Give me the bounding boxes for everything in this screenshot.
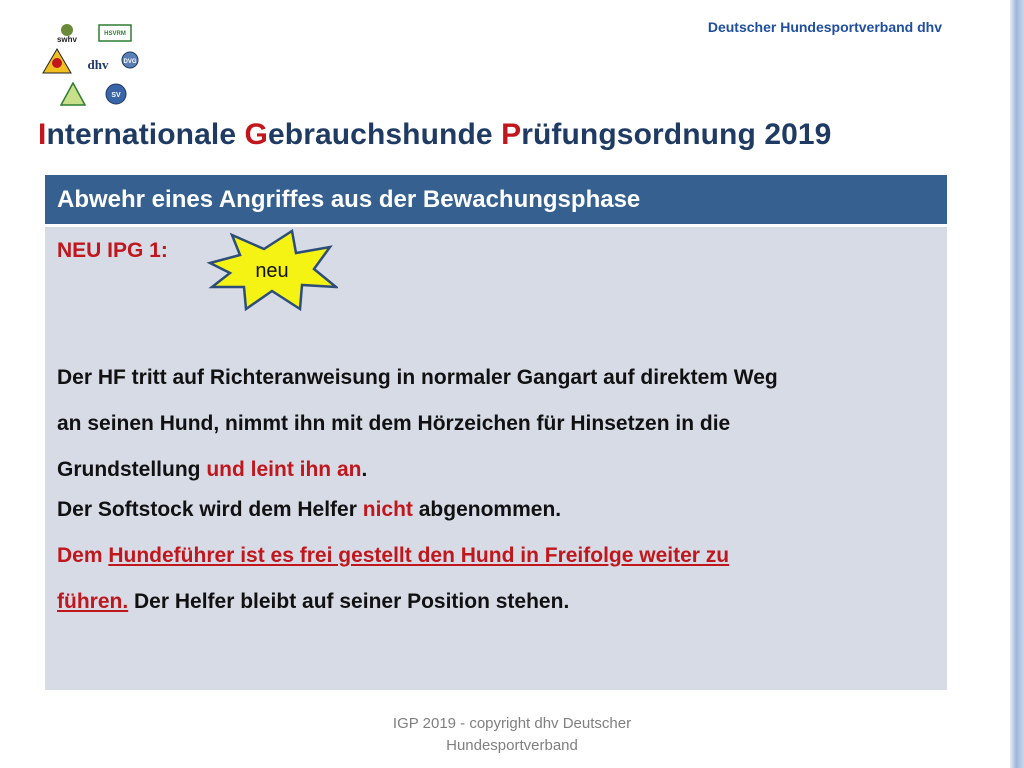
- triangle-logo: [60, 82, 86, 111]
- body-line: [57, 533, 935, 579]
- title-part: ebrauchshunde: [267, 118, 502, 151]
- dvg-logo: [120, 50, 140, 75]
- footer-line: Hundesportverband: [446, 737, 578, 754]
- box-body: [45, 227, 947, 690]
- right-edge-bar: [1010, 0, 1024, 768]
- hsvrm-logo-text: HSVRM: [104, 31, 126, 37]
- dhv-logo-text: dhv: [87, 57, 109, 72]
- title-part: rüfungsordnung 2019: [521, 118, 832, 151]
- text-span: abgenommen.: [412, 498, 562, 521]
- neu-starburst-badge: [206, 229, 338, 313]
- page-title: [38, 118, 831, 152]
- footer-line: IGP 2019 - copyright dhv Deutscher: [392, 715, 632, 732]
- logo-cluster: [40, 18, 150, 110]
- red-text-span: und leint ihn an: [206, 458, 362, 481]
- text-span: Der Softstock wird dem Helfer: [57, 498, 363, 521]
- body-line: an seinen Hund, nimmt ihn mit dem Hörzeichen für Hinsetzen in die: [57, 412, 731, 435]
- title-part: I: [38, 118, 47, 151]
- hsvrm-logo: [98, 24, 132, 47]
- title-part: P: [501, 118, 522, 151]
- text-span: Dem: [57, 544, 109, 567]
- text-span: Der Helfer bleibt auf seiner Position stehen.: [128, 590, 570, 613]
- underlined-text-span: Hundeführer ist es frei gestellt den Hund in Freifolge weiter zu: [108, 544, 730, 567]
- box-header: Abwehr eines Angriffes aus der Bewachungsphase: [45, 175, 947, 227]
- badge-text: neu: [255, 259, 289, 282]
- sv-logo: [104, 82, 128, 111]
- section-label: NEU IPG 1:: [57, 239, 168, 262]
- body-paragraph: [57, 355, 935, 625]
- dog-shield-logo: [42, 48, 72, 79]
- title-part: nternationale: [46, 118, 245, 151]
- swhv-logo-text: swhv: [56, 35, 78, 44]
- dhv-logo: [80, 52, 116, 79]
- content-box: [45, 175, 947, 690]
- swhv-logo: [52, 22, 82, 49]
- underlined-text-span: führen.: [57, 590, 129, 613]
- body-line: [57, 487, 935, 533]
- text-span: .: [361, 458, 368, 481]
- footer-copyright: [344, 713, 680, 757]
- sv-logo-text: SV: [111, 92, 121, 99]
- org-name: Deutscher Hundesportverband dhv: [707, 19, 942, 35]
- dvg-logo-text: DVG: [123, 59, 137, 65]
- red-text-span: nicht: [362, 498, 413, 521]
- title-part: G: [244, 118, 268, 151]
- text-span: Grundstellung: [57, 458, 207, 481]
- body-line: [57, 579, 935, 625]
- body-line: Der HF tritt auf Richteranweisung in normaler Gangart auf direktem Weg: [57, 366, 778, 389]
